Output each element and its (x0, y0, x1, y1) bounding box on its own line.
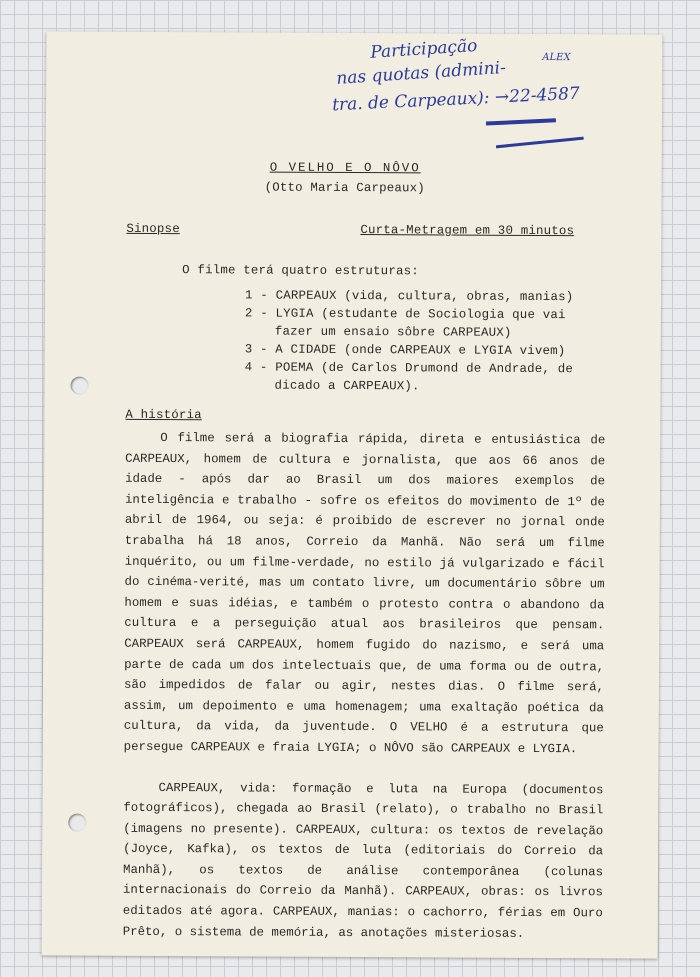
format-label: Curta-Metragem em 30 minutos (360, 223, 575, 239)
paragraph-biography: O filme será a biografia rápida, direta e entusiástica de CARPEAUX, homem de cultura e jornalista, que aos 66 anos de idade - após dar ao Brasil um dos maiores exemplos de inteligência e trabalho - sofre os efeitos do movimento de 1º de abril de 1964, ou seja: é proibido de escrever no jornal onde trabalha há 18 anos, Correio da Manhã. Não será um filme inquérito, ou um filme-verdade, no estilo já vulgarizado e fácil do cinéma-verité, mas um contato livre, um documentário sôbre um homem e suas idéias, e também o protesto contra o abandono da cultura e a perseguição atual aos brasileiros que pensam. CARPEAUX será CARPEAUX, homem fugido do nazismo, e será uma parte de cada um dos intelectuais que, de uma forma ou de outra, são impedidos de falar ou agir, nestes dias. O filme será, assim, um depoimento e uma homenagem; uma exaltação poética da cultura, da vida, da juventude. O VELHO é a estrutura que persegue CARPEAUX e fraia LYGIA; o NÔVO são CARPEAUX e LYGIA. (123, 430, 606, 757)
handwritten-note-line-2: nas quotas (admini- (335, 57, 507, 89)
handwritten-note-corner: ALEX (542, 51, 571, 64)
body-text (123, 428, 606, 945)
handwritten-note-line-1: Participação (369, 35, 478, 63)
structure-item-4: 4 - POEMA (de Carlos Drumond de Andrade, de (244, 360, 574, 377)
strikethrough-scribble (486, 118, 556, 125)
intro-text: O filme terá quatro estruturas: (182, 263, 419, 279)
structure-item-2-cont: fazer um ensaio sôbre CARPEAUX) (274, 324, 512, 340)
paragraph-structure-detail: CARPEAUX, vida: formação e luta na Europa (documentos fotográficos), chegada ao Brasil (relato), o trabalho no Brasil (imagens no presente). CARPEAUX, cultura: os textos de revelação (Joyce, Kafka), os textos de luta (editoriais do Correio da Manhã), os textos de análise contemporânea (colunas internacionais do Correio da Manhã). CARPEAUX, obras: os livros editados até agora. CARPEAUX, manias: o cachorro, férias em Ouro Prêto, o sistema de memória, as anotações misteriosas. (122, 780, 604, 941)
handwritten-note-line-3: tra. de Carpeaux): →22-4587 (331, 83, 581, 116)
sinopse-label: Sinopse (126, 221, 180, 237)
structure-item-1: 1 - CARPEAUX (vida, cultura, obras, manias) (245, 288, 574, 305)
document-title: O VELHO E O NÔVO (269, 160, 421, 176)
document-page (42, 31, 663, 958)
punch-hole (71, 377, 89, 395)
structure-item-4-cont: dicado a CARPEAUX). (274, 378, 420, 394)
document-author: (Otto Maria Carpeaux) (264, 180, 426, 196)
structure-item-3: 3 - A CIDADE (onde CARPEAUX e LYGIA vivem) (244, 342, 566, 359)
section-heading: A história (125, 407, 202, 423)
strikethrough-scribble (496, 137, 584, 149)
punch-hole (68, 814, 86, 832)
structure-item-2: 2 - LYGIA (estudante de Sociologia que vai (244, 306, 566, 323)
